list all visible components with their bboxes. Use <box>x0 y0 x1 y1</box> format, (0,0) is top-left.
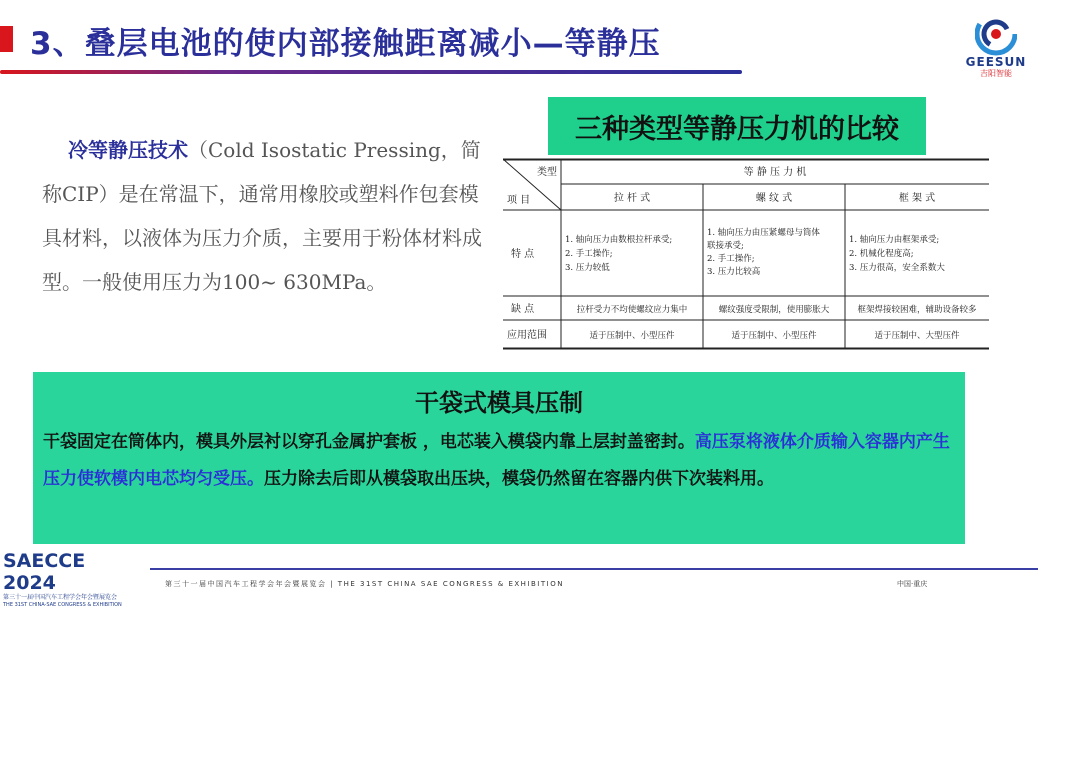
table-cell-line: 螺纹强度受限制，使用膨胀大 <box>718 305 830 315</box>
table-cell-line: 框架焊接较困难，辅助设备较多 <box>857 305 977 315</box>
dry-bag-text-part2: 压力除去后即从模袋取出压块，模袋仍然留在容器内供下次装料用。 <box>264 469 774 489</box>
table-cell-line: 3. 压力比较高 <box>707 267 761 277</box>
comparison-table <box>503 158 989 350</box>
footer-city: 中国·重庆 <box>897 580 928 588</box>
table-cell-line: 3. 压力较低 <box>565 263 610 273</box>
table-col-header: 框 架 式 <box>898 193 936 204</box>
footer-divider <box>150 568 1038 570</box>
footer-banner: 第三十一届中国汽车工程学会年会暨展览会 | THE 31ST CHINA SAE CONGRESS & EXHIBITION <box>165 580 564 588</box>
table-cell-line: 2. 机械化程度高; <box>849 249 914 259</box>
event-subtitle-cn: 第三十一届中国汽车工程学会年会暨展览会 <box>3 594 118 601</box>
dry-bag-box <box>33 372 965 544</box>
logo-subtitle: 吉阳智能 <box>980 69 1012 78</box>
title-marker <box>0 26 13 52</box>
table-cell-line: 1. 轴向压力由压紧螺母与筒体 <box>707 228 820 238</box>
intro-paragraph <box>42 128 492 304</box>
table-cell-line: 联接承受; <box>707 241 744 251</box>
table-group-header: 等 静 压 力 机 <box>743 167 807 178</box>
intro-term: 冷等静压技术 <box>68 138 188 162</box>
event-logo <box>3 550 133 609</box>
table-cell-line: 拉杆受力不均使螺纹应力集中 <box>576 305 688 315</box>
table-cell-line: 适于压制中、大型压件 <box>874 331 960 341</box>
table-cell-line: 适于压制中、小型压件 <box>589 331 675 341</box>
table-row-label: 特 点 <box>511 249 535 260</box>
event-name: SAECCE 2024 <box>3 550 86 594</box>
geesun-logo <box>955 12 1037 88</box>
dry-bag-text-part1: 干袋固定在筒体内，模具外层衬以穿孔金属护套板 ，电芯装入模袋内靠上层封盖密封。 <box>43 432 695 452</box>
table-col-header: 螺 纹 式 <box>755 193 793 204</box>
table-cell-line: 2. 手工操作; <box>565 249 613 259</box>
table-cell-line: 1. 轴向压力由数根拉杆承受; <box>565 235 673 245</box>
comparison-heading: 三种类型等静压力机的比较 <box>548 97 926 155</box>
event-subtitle-en: THE 31ST CHINA-SAE CONGRESS & EXHIBITION <box>3 602 122 608</box>
slide-title: 3、叠层电池的使内部接触距离减小—等静压 <box>30 26 661 62</box>
dry-bag-highlight: 高压泵将液体介质输入容器内产生压力使软模内电芯均匀受压。 <box>43 432 950 489</box>
table-corner-top: 类型 <box>537 167 557 178</box>
intro-text: （Cold Isostatic Pressing，简称CIP）是在常温下，通常用橡胶或塑料作包套模具材料，以液体为压力介质，主要用于粉体材料成型。一般使用压力为100~ 630MPa。 <box>42 138 482 294</box>
table-row-label: 缺 点 <box>511 304 535 315</box>
table-cell-line: 1. 轴向压力由框架承受; <box>849 235 940 245</box>
table-cell-line: 适于压制中、小型压件 <box>731 331 817 341</box>
swirl-logo-icon <box>975 12 1017 56</box>
table-cell-line: 3. 压力很高，安全系数大 <box>849 263 945 273</box>
table-col-header: 拉 杆 式 <box>613 193 651 204</box>
dry-bag-title: 干袋式模具压制 <box>415 389 583 417</box>
table-cell-line: 2. 手工操作; <box>707 254 755 264</box>
dry-bag-text <box>43 424 955 498</box>
table-row-label: 应用范围 <box>507 330 547 341</box>
title-underline <box>0 70 742 74</box>
logo-name: GEESUN <box>965 55 1027 69</box>
table-corner-bottom: 项 目 <box>507 195 531 206</box>
